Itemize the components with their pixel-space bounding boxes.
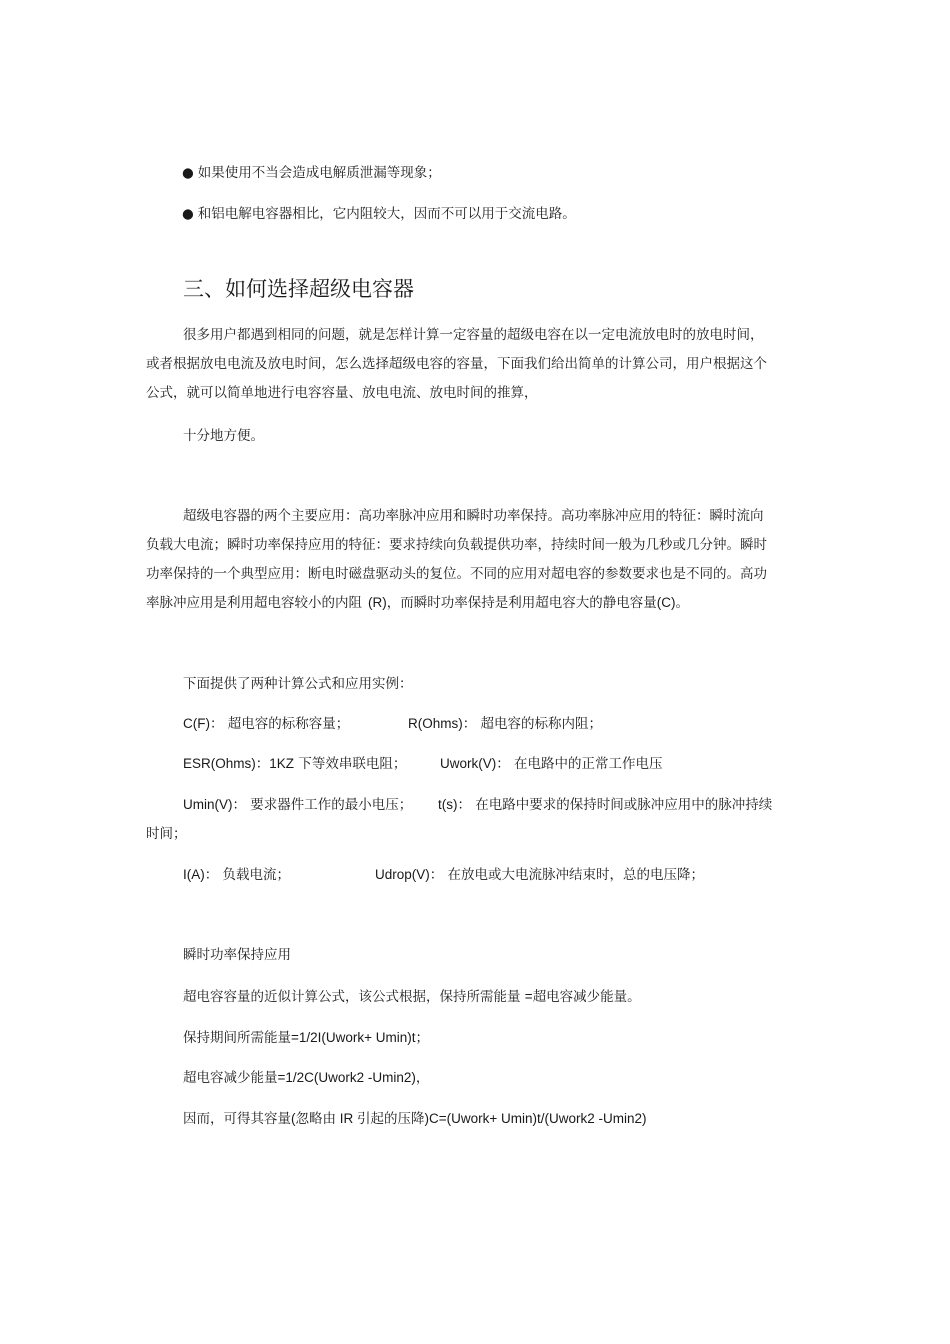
formula-run: )C=(Uwork+ Umin)t/(Uwork2 -Umin2): [424, 1111, 647, 1126]
definition-line: [183, 755, 406, 773]
definition-line: [440, 755, 663, 773]
paragraph-line: 很多用户都遇到相同的问题，就是怎样计算一定容量的超级电容在以一定电流放电时的放电时间，: [183, 327, 764, 343]
formula-run: =1/2I(Uwork+ Umin)t: [291, 1030, 416, 1045]
definition-line: [438, 796, 772, 814]
text-run: 超电容减少能量: [183, 1070, 278, 1086]
definition-text: ： 超电容的标称内阻；: [462, 716, 603, 732]
paragraph-line: 或者根据放电电流及放电时间，怎么选择超级电容的容量，下面我们给出简单的计算公司，用户根据这个: [146, 356, 767, 372]
symbol-t: t(s): [438, 797, 458, 812]
formula-run: =1/2C(Uwork2 -Umin2): [277, 1070, 416, 1085]
definition-continuation: 时间；: [146, 826, 187, 842]
text-run: (C): [656, 595, 676, 610]
subsection-title: 瞬时功率保持应用: [183, 947, 291, 963]
definition-line: [408, 715, 602, 733]
text-run: 因而，可得其容量: [183, 1111, 291, 1127]
bullet-item: [182, 164, 441, 182]
text-run: 。: [675, 595, 689, 611]
definition-text: ： 在电路中要求的保持时间或脉冲应用中的脉冲持续: [457, 797, 773, 813]
text-run: 超电容容量的近似计算公式，该公式根据，保持所需能量: [183, 989, 525, 1005]
bullet-icon: ●: [182, 165, 194, 181]
text-run: ，: [415, 1070, 430, 1086]
bullet-icon: ●: [182, 206, 194, 222]
text-run: ；: [415, 1030, 430, 1046]
definition-text: ： 在电路中的正常工作电压: [496, 756, 663, 772]
section-heading: 三、如何选择超级电容器: [183, 277, 414, 301]
formula-line: [183, 1110, 647, 1128]
text-run: =: [524, 989, 533, 1004]
symbol-cf: C(F): [183, 716, 210, 731]
bullet-text: 如果使用不当会造成电解质泄漏等现象；: [197, 165, 441, 181]
definition-text: ： 在放电或大电流脉冲结束时，总的电压降；: [429, 867, 705, 883]
definition-text: 下等效串联电阻；: [294, 756, 407, 772]
definition-text: ： 负载电流；: [204, 867, 291, 883]
paragraph-line: 十分地方便。: [183, 428, 264, 444]
text-run: 率脉冲应用是利用超电容较小的内阻: [146, 595, 362, 611]
definition-text: ： 要求器件工作的最小电压；: [232, 797, 413, 813]
text-run: 引起的压降: [357, 1111, 425, 1127]
definition-text: ：: [255, 756, 270, 772]
symbol-udrop: Udrop(V): [375, 867, 430, 882]
definition-line: [375, 866, 704, 884]
definition-text: ： 超电容的标称容量；: [210, 716, 350, 732]
symbol-r: R(Ohms): [408, 716, 463, 731]
paragraph-line: 负载大电流；瞬时功率保持应用的特征：要求持续向负载提供功率，持续时间一般为几秒或几分钟。瞬时: [146, 537, 767, 553]
text-run: 超电容减少能量。: [532, 989, 641, 1005]
bullet-text: 和铝电解电容器相比，它内阻较大，因而不可以用于交流电路。: [197, 206, 576, 222]
symbol-umin: Umin(V): [183, 797, 233, 812]
formula-line: [183, 1029, 429, 1047]
formula-line: [183, 1069, 429, 1087]
formula-run: (: [291, 1111, 296, 1126]
intro-line: 下面提供了两种计算公式和应用实例：: [183, 676, 413, 692]
bullet-item: [182, 205, 576, 223]
symbol-1kz: 1KZ: [269, 756, 295, 771]
symbol-i: I(A): [183, 867, 205, 882]
paragraph-line: 超级电容器的两个主要应用：高功率脉冲应用和瞬时功率保持。高功率脉冲应用的特征：瞬时流向: [183, 508, 764, 524]
formula-run: IR: [336, 1111, 358, 1126]
definition-line: [183, 796, 412, 814]
symbol-uwork: Uwork(V): [440, 756, 497, 771]
text-run: 忽略由: [295, 1111, 336, 1127]
definition-line: [183, 866, 290, 884]
paragraph-line: 公式，就可以简单地进行电容容量、放电电流、放电时间的推算，: [146, 385, 538, 401]
text-run: ，而瞬时功率保持是利用超电容大的静电容量: [386, 595, 657, 611]
text-run: 保持期间所需能量: [183, 1030, 291, 1046]
formula-intro: [183, 988, 641, 1006]
symbol-esr: ESR(Ohms): [183, 756, 256, 771]
definition-line: [183, 715, 349, 733]
text-run: (R): [368, 595, 387, 610]
paragraph-line: [146, 594, 689, 612]
paragraph-line: 功率保持的一个典型应用：断电时磁盘驱动头的复位。不同的应用对超电容的参数要求也是不同的。高功: [146, 566, 767, 582]
